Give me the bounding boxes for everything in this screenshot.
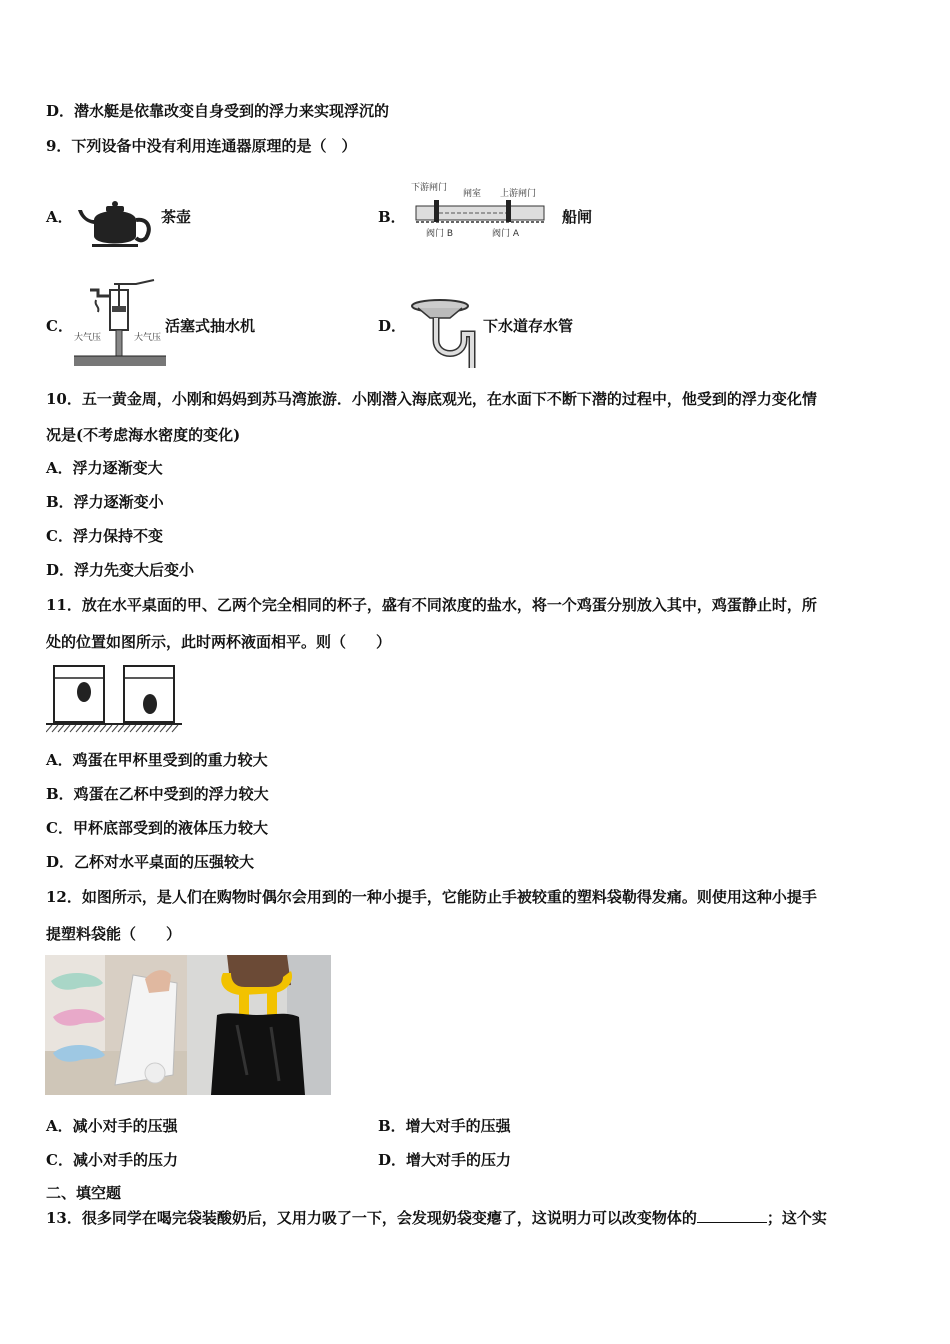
piston-pump-figure (74, 278, 166, 368)
q10-stem-line2: 况是(不考虑海水密度的变化) (46, 426, 241, 444)
q12-stem-line2: 提塑料袋能（ ） (46, 925, 182, 943)
teapot-figure (76, 198, 160, 250)
drain-trap-figure (406, 296, 482, 368)
lock-label-chamber: 闸室 (463, 189, 482, 199)
q10-option-a: A．浮力逐渐变大 (46, 459, 163, 477)
q11-option-b: B．鸡蛋在乙杯中受到的浮力较大 (46, 785, 269, 803)
pump-label-atm-right: 大气压 (134, 333, 162, 343)
q9-option-b-label: 船闸 (562, 208, 593, 226)
q9-option-c-letter: C． (46, 317, 73, 335)
q13-answer-blank (697, 1208, 767, 1223)
q13-stem (46, 1208, 827, 1228)
q9-option-a-letter: A． (46, 208, 73, 226)
bag-handles-photo-left (45, 955, 187, 1095)
bag-handles-photo-right (187, 955, 331, 1095)
q10-stem-line1: 10．五一黄金周，小刚和妈妈到苏马湾旅游．小刚潜入海底观光，在水面下不断下潜的过程中，他受到的浮力变化情 (46, 390, 817, 408)
q11-stem-line2: 处的位置如图所示，此时两杯液面相平。则（ ） (46, 633, 392, 651)
q12-stem-line1: 12．如图所示，是人们在购物时偶尔会用到的一种小提手，它能防止手被较重的塑料袋勒得发痛。则使用这种小提手 (46, 888, 817, 906)
q11-option-c: C．甲杯底部受到的液体压力较大 (46, 819, 268, 837)
q11-option-d: D．乙杯对水平桌面的压强较大 (46, 853, 255, 871)
q12-option-d: D．增大对手的压力 (378, 1151, 512, 1169)
lock-label-valve-b: 阀门 B (426, 229, 454, 239)
q9-option-d-label: 下水道存水管 (483, 317, 574, 335)
lock-label-valve-a: 阀门 A (492, 229, 520, 239)
q10-option-d: D．浮力先变大后变小 (46, 561, 195, 579)
q8-option-d: D．潜水艇是依靠改变自身受到的浮力来实现浮沉的 (46, 102, 390, 120)
q12-option-c: C．减小对手的压力 (46, 1151, 178, 1169)
q11-option-a: A．鸡蛋在甲杯里受到的重力较大 (46, 751, 268, 769)
q11-stem-line1: 11．放在水平桌面的甲、乙两个完全相同的杯子，盛有不同浓度的盐水，将一个鸡蛋分别放入其中，鸡蛋静止时，所 (46, 596, 817, 614)
q9-option-c-label: 活塞式抽水机 (165, 317, 256, 335)
q9-option-d-letter: D． (378, 317, 407, 335)
egg-in-cup-jia (77, 682, 91, 702)
ship-lock-figure (408, 180, 553, 242)
q9-stem: 9．下列设备中没有利用连通器原理的是（ ） (46, 137, 357, 155)
q9-option-a-label: 茶壶 (161, 208, 192, 226)
q13-stem-start: 13．很多同学在喝完袋装酸奶后，又用力吸了一下，会发现奶袋变瘪了，这说明力可以改变物体的 (46, 1209, 697, 1227)
q9-option-b-letter: B． (378, 208, 406, 226)
section-title-fill-in: 二、填空题 (46, 1184, 122, 1202)
lock-label-upstream-gate: 上游闸门 (500, 189, 537, 199)
egg-in-cup-yi (143, 694, 157, 714)
q12-option-b: B．增大对手的压强 (378, 1117, 511, 1135)
q10-option-b: B．浮力逐渐变小 (46, 493, 164, 511)
egg-cups-figure (46, 664, 182, 734)
pump-label-atm-left: 大气压 (74, 333, 102, 343)
q13-stem-end: ；这个实 (766, 1209, 827, 1227)
q10-option-c: C．浮力保持不变 (46, 527, 163, 545)
q12-option-a: A．减小对手的压强 (46, 1117, 178, 1135)
lock-label-downstream-gate: 下游闸门 (411, 183, 448, 193)
